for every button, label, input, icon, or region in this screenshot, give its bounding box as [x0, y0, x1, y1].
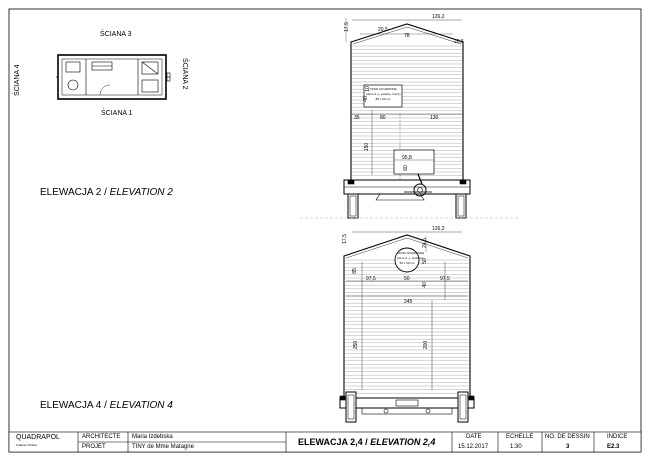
tb-scale: 1:30: [510, 444, 522, 450]
elev2-window-tag-line-3: 80 x 40 cm: [375, 97, 391, 101]
tb-date: 15.12.2017: [458, 444, 489, 450]
elev4-dim-win-h-mid: 40: [421, 282, 428, 288]
elev4-dim-top-vert-a: 17,5: [341, 234, 348, 244]
elevation-4-title-en: ELEVATION 4: [109, 400, 173, 411]
elev4-dim-win-h-right: 50: [421, 258, 428, 264]
tb-title: [298, 437, 435, 447]
elev4-dim-left-offset: 97,5: [366, 276, 376, 282]
elev2-dim-small-vert: 10: [364, 86, 371, 92]
elev2-dim-roof-right: 20,5: [454, 39, 464, 45]
tb-architect: Maria Izdebska: [132, 434, 173, 440]
elev2-dim-door-width: 95,8: [402, 155, 412, 161]
tb-firm: QUADRAPOL: [16, 434, 60, 441]
tb-firm-sub: Kraków, Polska: [16, 443, 37, 447]
elev4-window-tag-line-2: (okno d. p. podwój.): [397, 256, 424, 260]
elev4-dim-wall-width: 245: [404, 299, 413, 305]
elev2-dim-window-width: 80: [380, 115, 386, 121]
floor-plan: [56, 55, 170, 99]
elev4-dim-lower-left: 250: [353, 340, 360, 350]
plan-label-wall-2: ŚCIANA 2: [181, 58, 188, 90]
elev2-dim-right-offset: 130: [430, 115, 439, 121]
plan-label-wall-3: ŚCIANA 3: [100, 31, 132, 38]
elev4-dim-window-width: 50: [404, 276, 410, 282]
plan-label-wall-4: ŚCIANA 4: [14, 64, 21, 96]
elev2-dim-window-sill: 150: [364, 142, 371, 152]
elev2-dim-roof-mid: 78: [404, 33, 410, 39]
elev2-dim-window-height: 40: [362, 96, 369, 102]
tb-project: TINY de Mme Matagne: [132, 444, 194, 450]
tb-title-en: ELEVATION 2,4: [370, 437, 436, 447]
elev4-window-tag-line-1: OKNO OCHRONNE: [397, 251, 425, 255]
elevation-2-title-pl: ELEWACJA 2 /: [40, 187, 110, 198]
tb-index-label: INDICE: [607, 434, 628, 440]
elev2-dim-door-height: 60: [402, 165, 409, 171]
elevation-2-drawing: [344, 18, 470, 218]
elev2-window-tag-line-1: OKNO OCHRONNE: [369, 87, 397, 91]
elev4-dim-win-h-left: 85: [351, 268, 358, 274]
elev4-window-tag: [397, 251, 425, 266]
elevation-2-title: [40, 187, 173, 198]
tb-drawing-no: 3: [566, 444, 570, 450]
elev2-dim-left-offset: 35: [354, 115, 360, 121]
tb-title-pl: ELEWACJA 2,4 /: [298, 437, 371, 447]
elev2-dim-roof-left: 20,5: [378, 27, 388, 33]
elev4-dim-top-width: 126,2: [432, 226, 445, 232]
plan-label-wall-1: ŚCIANA 1: [101, 110, 133, 117]
elev2-window-tag-line-2: (okno d. p. podwój. 2,4x1): [366, 92, 401, 96]
tb-architect-label: ARCHITECTE: [82, 434, 121, 440]
elevation-4-title-pl: ELEWACJA 4 /: [40, 400, 110, 411]
tb-scale-label: ECHELLE: [506, 434, 534, 440]
elev2-dim-top-vert: 17,5: [343, 22, 350, 32]
elevation-2-title-en: ELEVATION 2: [109, 187, 173, 198]
elev4-window-tag-line-3: 50 x 50 cm: [399, 261, 415, 265]
elev2-dim-top-width: 126,2: [432, 14, 445, 20]
elev4-dim-top-vert-b: 24,5: [421, 238, 428, 248]
elev4-dim-lower-right: 200: [423, 340, 430, 350]
tb-project-label: PROJET: [82, 444, 106, 450]
tb-drawing-no-label: NO. DE DESSIN: [545, 434, 590, 440]
elev4-dim-right-offset: 97,5: [440, 276, 450, 282]
tb-date-label: DATE: [466, 434, 482, 440]
elev2-window-tag: [366, 87, 400, 102]
elevation-4-title: [40, 400, 173, 411]
tb-index: E2.3: [607, 444, 620, 450]
